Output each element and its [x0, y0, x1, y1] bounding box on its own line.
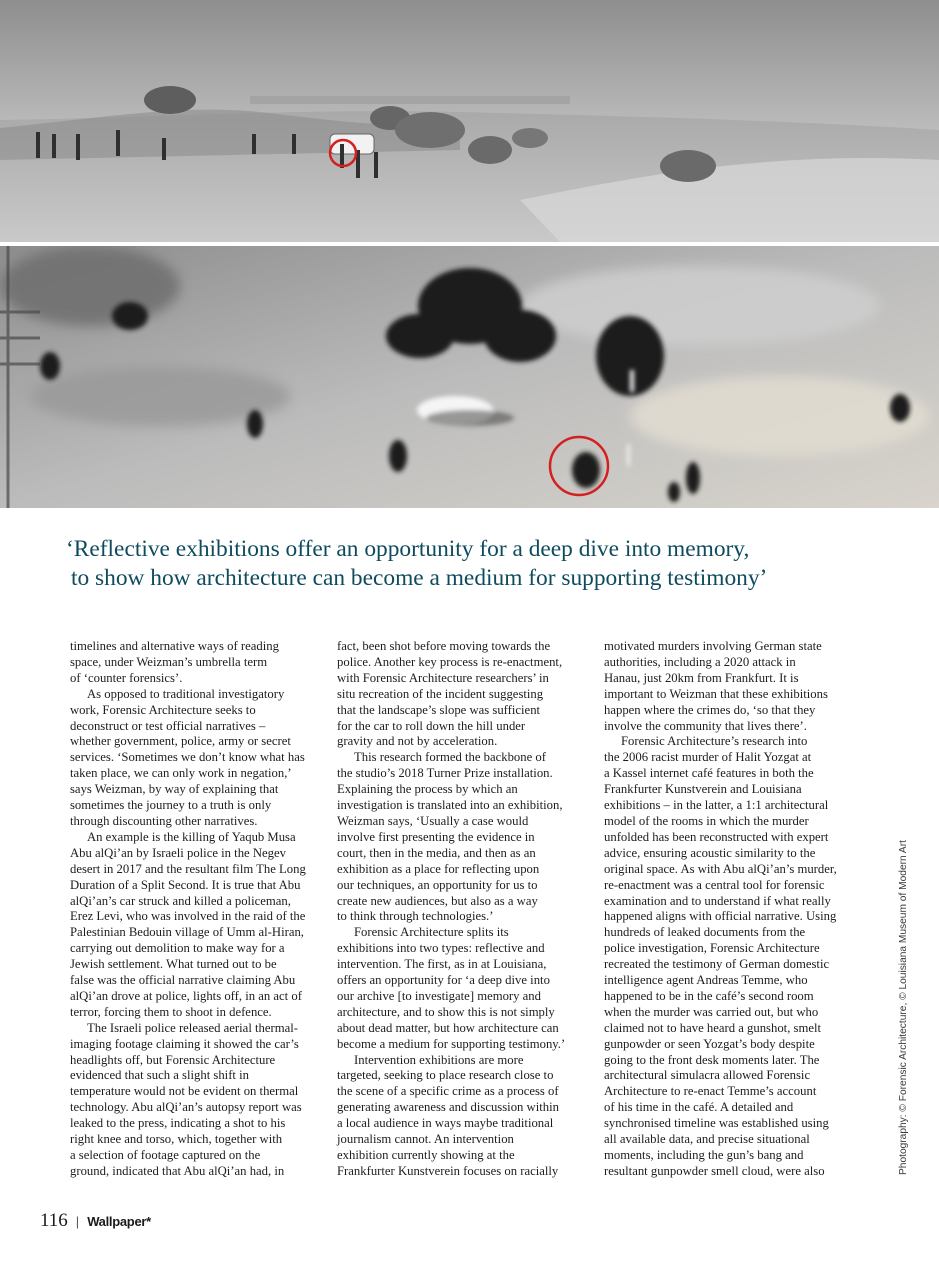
text-line: unfolded has been reconstructed with expert [604, 829, 829, 844]
text-line: Palestinian Bedouin village of Umm al-Hiran, [70, 925, 304, 940]
text-line: services. ‘Sometimes we don’t know what has [70, 750, 305, 765]
text-line: timelines and alternative ways of reading [70, 639, 279, 653]
text-line: taken place, we can only work in negation,’ [70, 766, 292, 781]
text-line: says Weizman, by way of explaining that [70, 782, 279, 797]
text-line: exhibitions – in the latter, a 1:1 architectural [604, 798, 829, 813]
text-line: situ recreation of the incident suggesting [337, 686, 544, 701]
text-line: the 2006 racist murder of Halit Yozgat at [604, 750, 812, 765]
text-line: a Kassel internet café features in both the [604, 766, 814, 781]
text-line: resultant gunpowder smell cloud, were also [604, 1163, 825, 1178]
text-line: involve first presenting the evidence in [337, 829, 535, 844]
text-line: space, under Weizman’s umbrella term [70, 654, 268, 669]
text-line: the studio’s 2018 Turner Prize installation. [337, 766, 553, 781]
text-line: for the car to roll down the hill under [337, 718, 526, 733]
text-line: our archive [to investigate] memory and [337, 988, 541, 1003]
text-line: all available data, and precise situational [604, 1132, 810, 1147]
article-column-3 [604, 639, 859, 1180]
text-line: work, Forensic Architecture seeks to [70, 702, 256, 717]
text-line: gravity and not by acceleration. [337, 734, 498, 749]
magazine-name: Wallpaper* [87, 1214, 151, 1229]
text-line: Forensic Architecture’s research into [621, 734, 808, 749]
text-line: intervention. The first, as in at Louisiana, [337, 957, 547, 972]
text-line: gunpowder or seen Yozgat’s body despite [604, 1036, 815, 1051]
text-line: police investigation, Forensic Architecture [604, 941, 820, 956]
text-line: through discounting other narratives. [70, 813, 258, 828]
text-line: An example is the killing of Yaqub Musa [87, 829, 296, 844]
text-line: important to Weizman that these exhibitions [604, 686, 828, 701]
text-line: about dead matter, but how architecture can [337, 1020, 559, 1035]
text-line: right knee and torso, which, together with [70, 1132, 283, 1147]
text-line: with Forensic Architecture researchers’ in [337, 670, 549, 685]
text-line: false was the official narrative claiming Abu [70, 973, 296, 988]
text-line: recreated the testimony of German domestic [604, 957, 830, 972]
text-line: Architecture to re-enact Temme’s account [604, 1084, 817, 1099]
text-line: a selection of footage captured on the [70, 1148, 261, 1162]
text-line: motivated murders involving German state [604, 639, 822, 653]
text-line: Frankfurter Kunstverein focuses on racially [337, 1163, 559, 1178]
text-line: Intervention exhibitions are more [354, 1052, 524, 1067]
text-line: As opposed to traditional investigatory [87, 686, 285, 701]
photo-thermal-footage [0, 246, 939, 508]
text-line: original space. As with Abu alQi’an’s murder, [604, 861, 837, 876]
text-line: intelligence agent Andreas Temme, who [604, 973, 808, 988]
photo-credit: Photography: © Forensic Architecture, © Louisiana Museum of Modern Art [898, 840, 909, 1175]
text-line: create new audiences, but also as a way [337, 893, 538, 908]
text-line: going to the front desk moments later. The [604, 1052, 820, 1067]
pull-quote-line: ‘Reflective exhibitions offer an opportunity for a deep dive into memory, [66, 536, 750, 562]
text-line: exhibition currently showing at the [337, 1148, 515, 1162]
text-line: Jewish settlement. What turned out to be [70, 957, 277, 972]
text-line: court, then in the media, and then as an [337, 845, 536, 860]
text-line: Hanau, just 20km from Frankfurt. It is [604, 670, 799, 685]
text-line: whether government, police, army or secret [70, 734, 291, 749]
text-line: headlights off, but Forensic Architecture [70, 1052, 276, 1067]
text-line: model of the rooms in which the murder [604, 813, 809, 828]
article-column-1 [70, 639, 325, 1180]
pull-quote-line: to show how architecture can become a medium for supporting testimony’ [71, 565, 768, 591]
text-line: a local audience in ways maybe traditional [337, 1116, 554, 1131]
text-line: imaging footage claiming it showed the car’s [70, 1036, 299, 1051]
text-line: ground, indicated that Abu alQi’an had, in [70, 1163, 285, 1178]
text-line: investigation is translated into an exhibition, [337, 798, 563, 813]
text-line: journalism cannot. An intervention [337, 1132, 514, 1147]
text-line: the scene of a specific crime as a process of [337, 1084, 559, 1099]
thermal-footage-image [0, 246, 939, 508]
text-line: deconstruct or test official narratives – [70, 718, 266, 733]
text-line: our techniques, an opportunity for us to [337, 877, 538, 892]
footer-separator: | [75, 1214, 80, 1229]
text-line: Erez Levi, who was involved in the raid of the [70, 909, 306, 924]
text-line: re-enactment was a central tool for forensic [604, 877, 825, 892]
text-line: moments, including the gun’s bang and [604, 1148, 804, 1162]
text-line: happen where the crimes do, ‘so that they [604, 702, 816, 717]
text-line: architecture, and to show this is not simply [337, 1004, 555, 1019]
text-line: police. Another key process is re-enactment, [337, 654, 563, 669]
text-line: architectural simulacra allowed Forensic [604, 1068, 811, 1083]
text-line: carrying out demolition to make way for a [70, 941, 285, 956]
text-line: generating awareness and discussion within [337, 1100, 559, 1115]
text-line: technology. Abu alQi’an’s autopsy report was [70, 1100, 302, 1115]
text-line: of ‘counter forensics’. [70, 670, 183, 685]
text-line: fact, been shot before moving towards the [337, 639, 551, 653]
text-line: exhibitions into two types: reflective and [337, 941, 545, 956]
text-line: sometimes the journey to a truth is only [70, 798, 272, 813]
text-line: of his time in the café. A detailed and [604, 1100, 794, 1115]
text-line: This research formed the backbone of [354, 750, 546, 765]
text-line: that the landscape’s slope was sufficient [337, 702, 541, 717]
text-line: Duration of a Split Second. It is true that Abu [70, 877, 301, 892]
text-line: targeted, seeking to place research close to [337, 1068, 554, 1083]
text-line: offers an opportunity for ‘a deep dive into [337, 973, 550, 988]
text-line: The Israeli police released aerial thermal- [87, 1020, 298, 1035]
photo-ground-footage [0, 0, 939, 242]
ground-footage-image [0, 0, 939, 242]
text-line: happened to be in the café’s second room [604, 988, 814, 1003]
text-line: Frankfurter Kunstverein and Louisiana [604, 782, 802, 797]
text-line: Forensic Architecture splits its [354, 925, 509, 940]
text-line: leaked to the press, indicating a shot to his [70, 1116, 286, 1131]
text-line: terror, forcing them to shoot in defence. [70, 1004, 272, 1019]
article-column-2 [337, 639, 592, 1180]
text-line: alQi’an drove at police, lights off, in an act of [70, 988, 302, 1003]
text-line: involve the community that lives there’. [604, 718, 807, 733]
page-number: 116 [40, 1210, 68, 1231]
text-line: become a medium for supporting testimony.’ [337, 1036, 566, 1051]
text-line: advice, ensuring acoustic similarity to the [604, 845, 816, 860]
page-footer [40, 1210, 151, 1232]
text-line: Abu alQi’an by Israeli police in the Negev [70, 845, 286, 860]
text-line: authorities, including a 2020 attack in [604, 654, 796, 669]
text-line: claimed not to have heard a gunshot, smelt [604, 1020, 822, 1035]
text-line: desert in 2017 and the resultant film The Long [70, 861, 306, 876]
text-line: when the murder was carried out, but who [604, 1004, 819, 1019]
text-line: exhibition as a place for reflecting upon [337, 861, 540, 876]
text-line: Explaining the process by which an [337, 782, 518, 797]
text-line: alQi’an’s car struck and killed a policeman, [70, 893, 291, 908]
text-line: synchronised timeline was established using [604, 1116, 829, 1131]
text-line: evidenced that such a slight shift in [70, 1068, 249, 1083]
text-line: to think through technologies.’ [337, 909, 494, 924]
text-line: hundreds of leaked documents from the [604, 925, 806, 940]
pull-quote [66, 535, 866, 593]
text-line: happened aligns with official narrative. Using [604, 909, 837, 924]
text-line: Weizman says, ‘Usually a case would [337, 813, 529, 828]
text-line: temperature would not be evident on thermal [70, 1084, 299, 1099]
text-line: examination and to understand if what really [604, 893, 831, 908]
